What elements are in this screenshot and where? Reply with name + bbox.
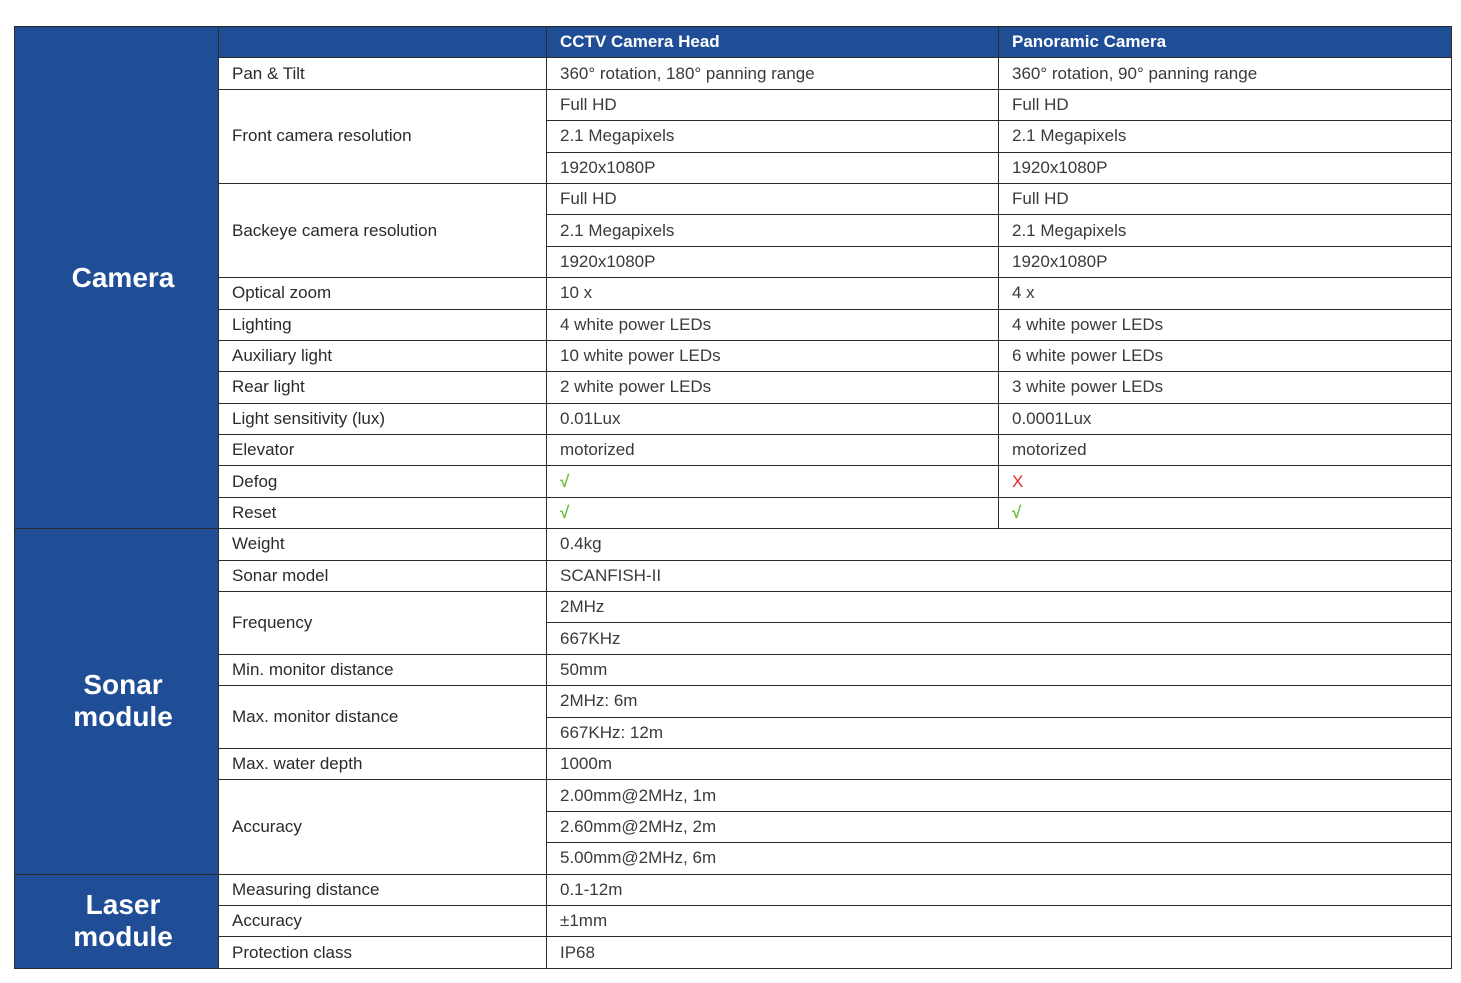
cctv-value: 1920x1080P [547, 152, 999, 183]
value: 0.1-12m [547, 874, 1452, 905]
pano-value: 2.1 Megapixels [999, 121, 1452, 152]
cctv-value: Full HD [547, 183, 999, 214]
value: 2MHz [547, 592, 1452, 623]
section-laser: Laser module [15, 874, 219, 968]
param-label: Protection class [219, 937, 547, 968]
row-protection-class [15, 937, 1452, 968]
row-reset [15, 497, 1452, 528]
cctv-value: 1920x1080P [547, 246, 999, 277]
spec-table [14, 26, 1452, 969]
row-min-monitor-distance [15, 654, 1452, 685]
param-label: Rear light [219, 372, 547, 403]
param-label: Defog [219, 466, 547, 497]
row-front-resolution [15, 89, 1452, 120]
param-label: Max. monitor distance [219, 686, 547, 749]
check-icon: √ [560, 471, 570, 491]
cctv-value: Full HD [547, 89, 999, 120]
param-label: Min. monitor distance [219, 654, 547, 685]
row-pan-tilt [15, 58, 1452, 89]
param-label: Max. water depth [219, 748, 547, 779]
pano-value: 360° rotation, 90° panning range [999, 58, 1452, 89]
pano-value: Full HD [999, 183, 1452, 214]
value: 667KHz: 12m [547, 717, 1452, 748]
pano-value: 4 white power LEDs [999, 309, 1452, 340]
row-rear-light [15, 372, 1452, 403]
row-sonar-accuracy [15, 780, 1452, 811]
param-label: Optical zoom [219, 278, 547, 309]
section-camera: Camera [15, 27, 219, 529]
param-label: Elevator [219, 435, 547, 466]
pano-value: 3 white power LEDs [999, 372, 1452, 403]
param-label: Reset [219, 497, 547, 528]
header-panoramic: Panoramic Camera [999, 27, 1452, 58]
header-blank-cell [219, 27, 547, 58]
row-frequency [15, 592, 1452, 623]
value: 2MHz: 6m [547, 686, 1452, 717]
section-sonar: Sonar module [15, 529, 219, 874]
pano-value: 4 x [999, 278, 1452, 309]
cctv-value: 4 white power LEDs [547, 309, 999, 340]
cctv-value: 0.01Lux [547, 403, 999, 434]
cctv-value: 10 x [547, 278, 999, 309]
param-label: Backeye camera resolution [219, 183, 547, 277]
value: ±1mm [547, 905, 1452, 936]
pano-value [999, 466, 1452, 497]
pano-value: 6 white power LEDs [999, 340, 1452, 371]
cross-icon: X [1012, 471, 1024, 491]
row-light-sensitivity [15, 403, 1452, 434]
param-label: Accuracy [219, 905, 547, 936]
value: 0.4kg [547, 529, 1452, 560]
value: SCANFISH-II [547, 560, 1452, 591]
row-backeye-resolution [15, 183, 1452, 214]
param-label: Accuracy [219, 780, 547, 874]
cctv-value: 10 white power LEDs [547, 340, 999, 371]
param-label: Auxiliary light [219, 340, 547, 371]
cctv-value [547, 466, 999, 497]
row-measuring-distance [15, 874, 1452, 905]
header-row [15, 27, 1452, 58]
param-label: Sonar model [219, 560, 547, 591]
param-label: Pan & Tilt [219, 58, 547, 89]
row-sonar-model [15, 560, 1452, 591]
check-icon: √ [1012, 503, 1022, 523]
pano-value: Full HD [999, 89, 1452, 120]
cctv-value: motorized [547, 435, 999, 466]
value: 50mm [547, 654, 1452, 685]
value: 1000m [547, 748, 1452, 779]
cctv-value: 2 white power LEDs [547, 372, 999, 403]
pano-value [999, 497, 1452, 528]
pano-value: 0.0001Lux [999, 403, 1452, 434]
param-label: Front camera resolution [219, 89, 547, 183]
param-label: Lighting [219, 309, 547, 340]
row-lighting [15, 309, 1452, 340]
cctv-value: 2.1 Megapixels [547, 215, 999, 246]
pano-value: motorized [999, 435, 1452, 466]
row-elevator [15, 435, 1452, 466]
value: 2.60mm@2MHz, 2m [547, 811, 1452, 842]
row-optical-zoom [15, 278, 1452, 309]
row-defog [15, 466, 1452, 497]
param-label: Light sensitivity (lux) [219, 403, 547, 434]
pano-value: 1920x1080P [999, 246, 1452, 277]
pano-value: 1920x1080P [999, 152, 1452, 183]
value: IP68 [547, 937, 1452, 968]
value: 667KHz [547, 623, 1452, 654]
param-label: Frequency [219, 592, 547, 655]
row-max-monitor-distance [15, 686, 1452, 717]
cctv-value: 2.1 Megapixels [547, 121, 999, 152]
value: 2.00mm@2MHz, 1m [547, 780, 1452, 811]
check-icon: √ [560, 503, 570, 523]
row-max-water-depth [15, 748, 1452, 779]
row-laser-accuracy [15, 905, 1452, 936]
row-auxiliary-light [15, 340, 1452, 371]
param-label: Weight [219, 529, 547, 560]
header-cctv: CCTV Camera Head [547, 27, 999, 58]
value: 5.00mm@2MHz, 6m [547, 843, 1452, 874]
cctv-value [547, 497, 999, 528]
param-label: Measuring distance [219, 874, 547, 905]
pano-value: 2.1 Megapixels [999, 215, 1452, 246]
row-weight [15, 529, 1452, 560]
cctv-value: 360° rotation, 180° panning range [547, 58, 999, 89]
